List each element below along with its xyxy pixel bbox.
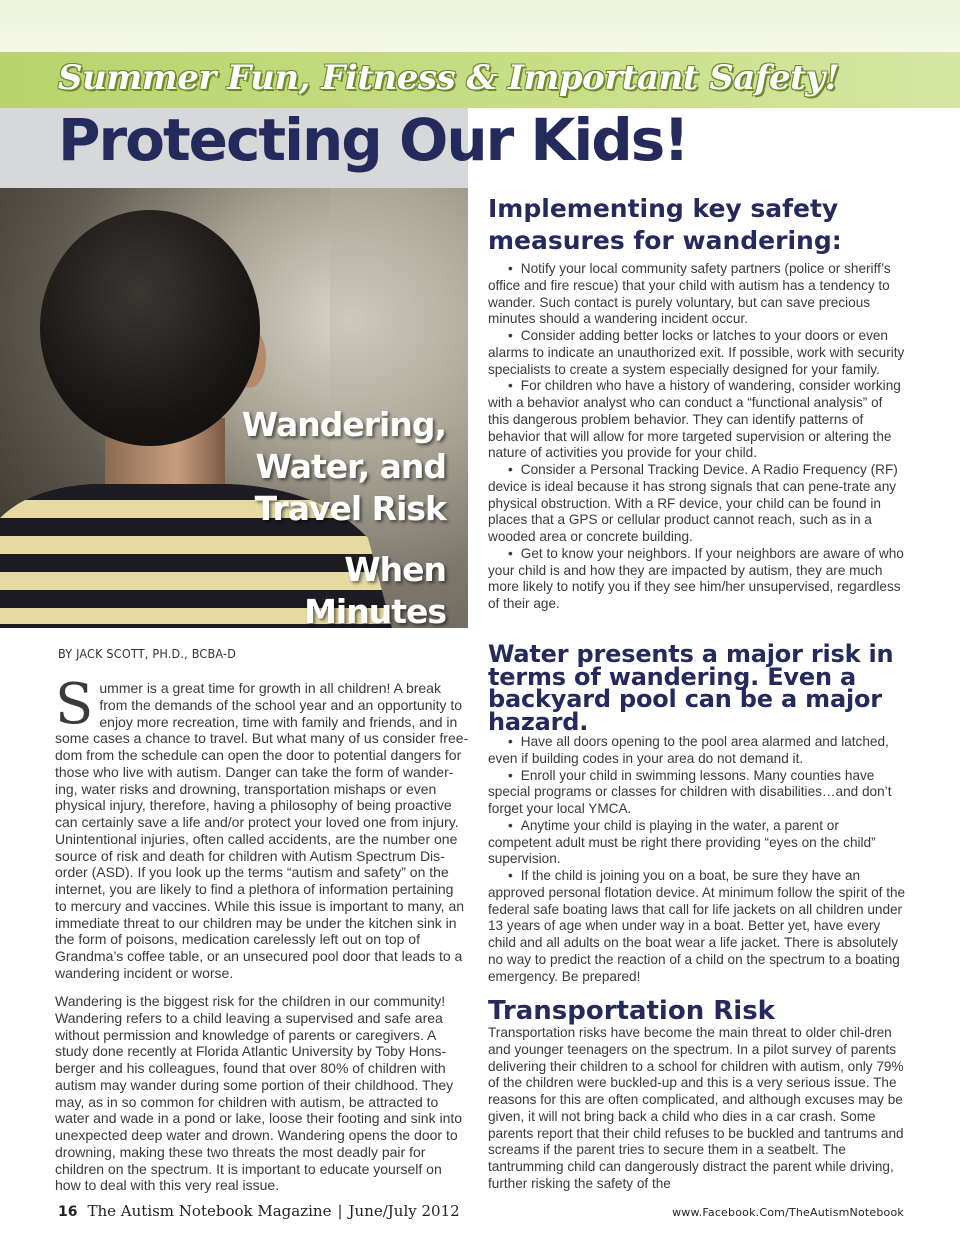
paragraph-text: ummer is a great time for growth in all children! A break from the demands of the school year and an opportunity to enjoy more recreation, time with family and friends, and in some cases a chance to travel. But what many of us consider free-dom from the schedule can open the door to potential dangers for those who live with autism. Danger can take the form of wander-ing, water risks and drowning, transportation mishaps or even physical injury, therefore, having a philosophy of being proactive can certainly save a life and/or protect your loved one from injury. Unintentional injuries, often called accidents, are the number one source of risk and death for children with Autism Spectrum Dis-order (ASD). If you look up the terms “autism and safety” on the internet, you are likely to find a plethora of information pertaining to mercury and vaccines. While this issue is important to many, an immediate threat to our children may be under the kitchen sink in the form of poisons, medication carelessly left out on top of Grandma’s coffee table, or an unsecured pool door that leads to a wandering incident or worse. (55, 680, 469, 981)
list-item: • If the child is joining you on a boat, be sure they have an approved personal flotation device. At minimum follow the spirit of the federal safe boating laws that call for life jackets on all children under 13 years of age when under way in a boat. Better yet, have every child and all adults on the boat wear a life jacket. There is absolutely no way to predict the reaction of a child on the spectrum to a boating emergency. Be prepared! (488, 868, 906, 985)
list-item: • Consider adding better locks or latches to your doors or even alarms to indicate an unauthorized exit. If possible, work with security specialists to create a system especially designed for your family. (488, 328, 906, 378)
footer-separator: | (337, 1202, 343, 1220)
drop-cap: S (55, 672, 94, 737)
heading-transportation-risk: Transportation Risk (488, 996, 775, 1026)
list-item: • Notify your local community safety partners (police or sheriff’s office and fire rescue) that your child with autism has a tendency to wander. Such contact is purely voluntary, but can save precious minutes should a wandering incident occur. (488, 261, 906, 328)
caption-line: Water, and (255, 447, 446, 486)
caption-line: Wandering, (241, 405, 446, 444)
footer-url: www.Facebook.Com/TheAutismNotebook (672, 1206, 904, 1219)
list-item: • Consider a Personal Tracking Device. A Radio Frequency (RF) device is ideal because it has strong signals that can pene-trate any physical obstruction. With a RF device, your child can be found in places that a GPS or cellular product cannot reach, such as in a wooded area or concrete building. (488, 462, 906, 546)
caption-line: Minutes (304, 592, 446, 628)
page-title: Protecting Our Kids! (58, 106, 688, 174)
heading-wandering-measures: Implementing key safety measures for wandering: (488, 194, 842, 255)
author-byline: BY JACK SCOTT, PH.D., BCBA-D (58, 646, 237, 661)
list-item: • Enroll your child in swimming lessons. Many counties have special programs or classes for children with disabilities…and don’t forget your local YMCA. (488, 768, 906, 818)
photo-caption-tagline (223, 549, 446, 628)
wandering-measures-list (488, 261, 906, 613)
caption-line: Travel Risk (254, 489, 446, 528)
banner-text: Summer Fun, Fitness & Important Safety! (58, 58, 839, 98)
photo-caption-topics (242, 404, 446, 530)
section-banner (0, 52, 960, 108)
article-paragraph-wandering: Wandering is the biggest risk for the children in our community! Wandering refers to a child leaving a supervised and safe area without permission and knowledge of parents or caregivers. A study done recently at Florida Atlantic University by Toby Hons-berger and his colleagues, found that over 80% of children with autism may wander during some portion of their childhood. They may, as in so common for children with autism, be attracted to water and wade in a pond or lake, loose their footing and sink into unexpected deep water and drown. Wandering opens the door to drowning, making these two threats the most deadly pair for children on the spectrum. It is important to educate yourself on how to deal with this very real issue. (55, 993, 463, 1194)
hero-photo (0, 188, 468, 628)
article-paragraph-intro (55, 672, 469, 982)
transportation-paragraph: Transportation risks have become the main threat to older chil-dren and younger teenagers on the spectrum. In a pilot survey of parents delivering their children to a school for children with autism, only 79% of the children were buckled-up and this is a very serious issue. The reasons for this are often complicated, and although excuses may be given, it will not bring back a child who dies in a car crash. Some parents report that their child refuses to be buckled and tantrums and screams if the parent tries to secure them in a seatbelt. The tantrumming child can dangerously distract the parent while driving, further risking the safety of the (488, 1025, 904, 1191)
list-item: • Have all doors opening to the pool area alarmed and latched, even if building codes in your area do not demand it. (488, 734, 906, 768)
page-number: 16 (58, 1204, 78, 1220)
list-item: • Get to know your neighbors. If your neighbors are aware of who your child is and how they are impacted by autism, they are much more likely to notify you if they see him/her unsupervised, regardless of their age. (488, 546, 906, 613)
water-risk-list (488, 734, 906, 985)
magazine-name: The Autism Notebook Magazine (87, 1202, 332, 1220)
caption-line: When (344, 550, 446, 589)
list-item: • For children who have a history of wandering, consider working with a behavior analyst who can conduct a “functional analysis” of this dangerous problem behavior. They can identify patterns of behavior that will allow for more targeted supervision or altering the nature of activities you provide for your child. (488, 378, 906, 462)
heading-water-risk: Water presents a major risk in terms of wandering. Even a backyard pool can be a major hazard. (488, 640, 894, 736)
list-item: • Anytime your child is playing in the water, a parent or competent adult must be right there providing “eyes on the child” supervision. (488, 818, 906, 868)
issue-date: June/July 2012 (348, 1202, 460, 1220)
footer-publication (58, 1202, 460, 1220)
